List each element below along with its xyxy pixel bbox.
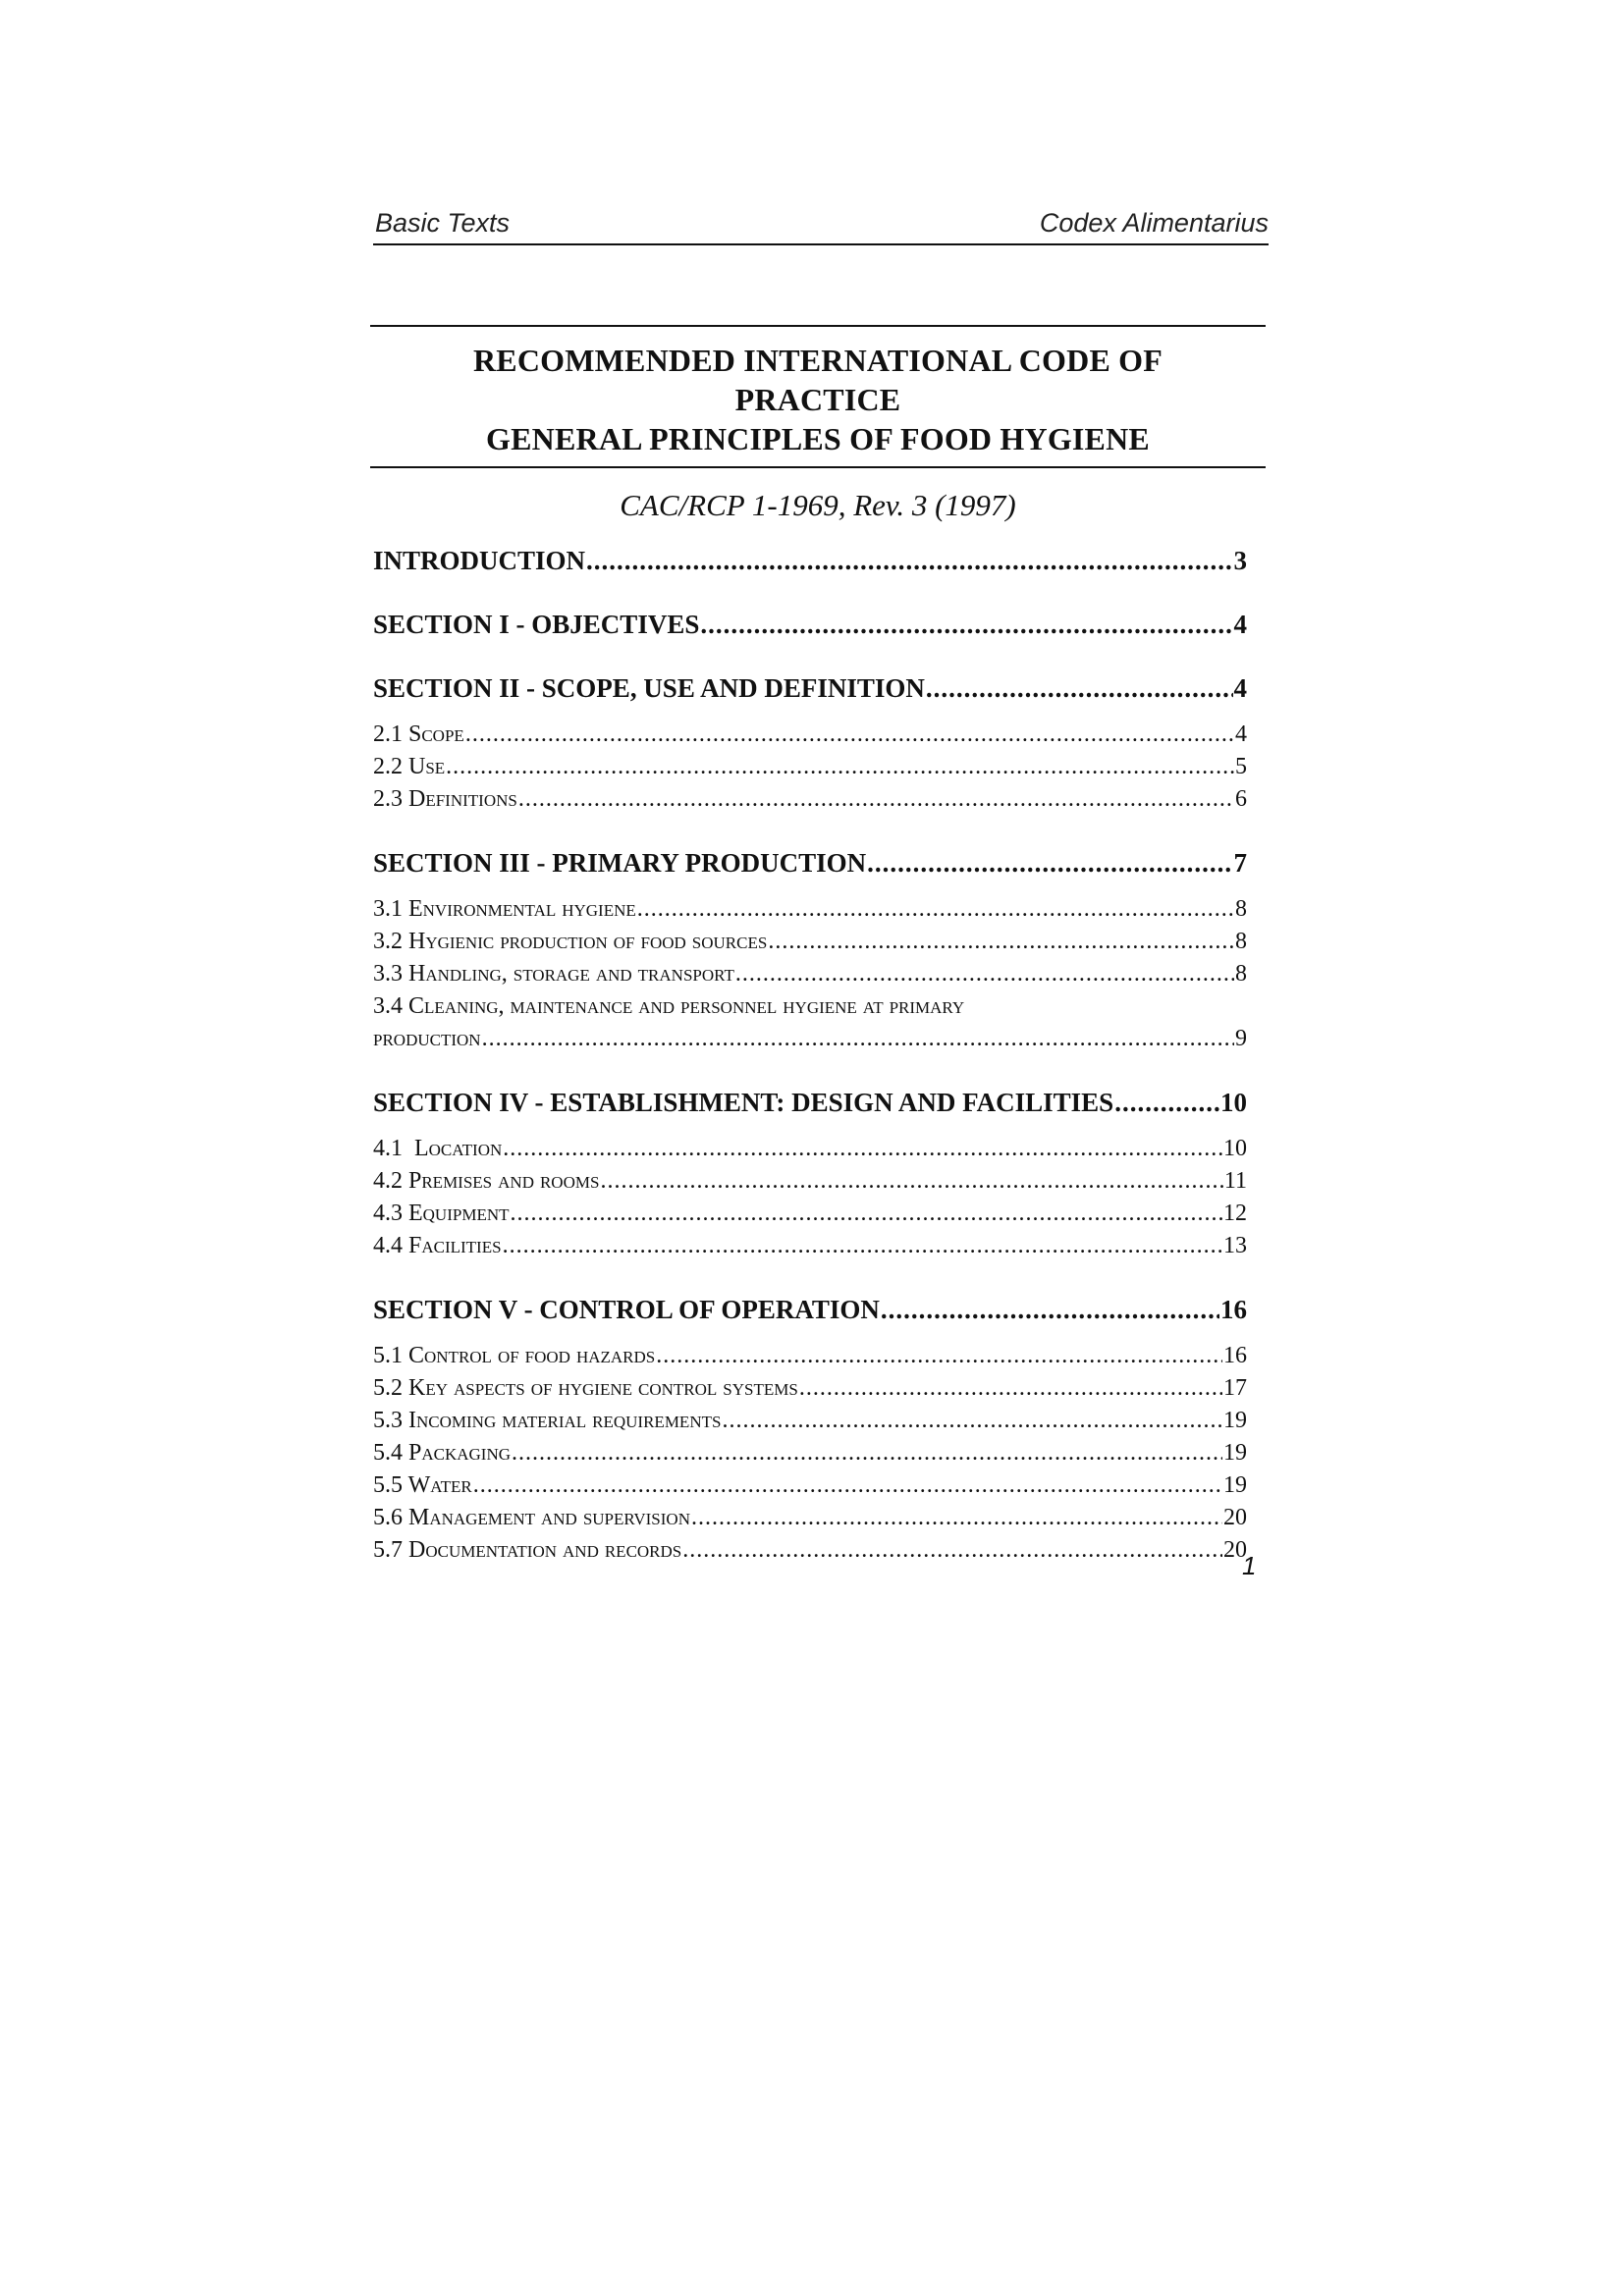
toc-label: SECTION III - PRIMARY PRODUCTION — [373, 848, 867, 878]
toc-item-5-7[interactable] — [373, 1534, 1247, 1567]
toc-item-5-1[interactable] — [373, 1340, 1247, 1372]
toc-label: SECTION I - OBJECTIVES — [373, 610, 700, 639]
toc-page: 4 — [1235, 721, 1247, 747]
toc-label: 3.3 Handling, storage and transport — [373, 961, 734, 987]
dot-leader — [656, 1340, 1222, 1372]
toc-section-1[interactable] — [373, 609, 1247, 641]
document-title — [370, 325, 1266, 468]
table-of-contents — [373, 545, 1247, 1567]
toc-item-4-1[interactable] — [373, 1133, 1247, 1165]
dot-leader — [881, 1294, 1219, 1326]
toc-page: 20 — [1223, 1505, 1247, 1530]
toc-page: 17 — [1223, 1375, 1247, 1401]
page-number: 1 — [1242, 1551, 1257, 1580]
toc-label: 5.6 Management and supervision — [373, 1505, 690, 1530]
toc-label: 5.5 Water — [373, 1472, 472, 1498]
toc-label: 5.3 Incoming material requirements — [373, 1408, 722, 1433]
toc-item-4-3[interactable] — [373, 1198, 1247, 1230]
toc-item-5-3[interactable] — [373, 1405, 1247, 1437]
toc-page: 4 — [1233, 673, 1247, 703]
toc-label: 2.1 Scope — [373, 721, 464, 747]
toc-item-2-2[interactable] — [373, 751, 1247, 783]
toc-page: 16 — [1223, 1343, 1247, 1368]
toc-page: 4 — [1233, 610, 1247, 639]
toc-page: 3 — [1233, 546, 1247, 575]
document-reference: CAC/RCP 1-1969, Rev. 3 (1997) — [620, 488, 1016, 522]
title-line-2: PRACTICE — [734, 382, 901, 417]
toc-label: 3.1 Environmental hygiene — [373, 896, 636, 922]
dot-leader — [446, 751, 1234, 783]
dot-leader — [482, 1023, 1234, 1055]
toc-label: 5.2 Key aspects of hygiene control systems — [373, 1375, 798, 1401]
dot-leader — [722, 1405, 1222, 1437]
dot-leader — [926, 672, 1233, 705]
toc-item-4-2[interactable] — [373, 1165, 1247, 1198]
toc-label: SECTION IV - ESTABLISHMENT: DESIGN AND FACILITIES — [373, 1088, 1114, 1117]
dot-leader — [465, 719, 1234, 751]
toc-label: 5.4 Packaging — [373, 1440, 512, 1466]
dot-leader — [586, 545, 1232, 577]
dot-leader — [735, 958, 1234, 990]
header-left: Basic Texts — [375, 208, 511, 238]
toc-label: 4.1 Location — [373, 1136, 503, 1161]
toc-page: 10 — [1223, 1136, 1247, 1161]
toc-page: 16 — [1220, 1295, 1247, 1324]
toc-label: 4.4 Facilities — [373, 1233, 502, 1258]
title-line-1: RECOMMENDED INTERNATIONAL CODE OF — [472, 343, 1163, 378]
toc-page: 10 — [1220, 1088, 1247, 1117]
toc-item-5-6[interactable] — [373, 1502, 1247, 1534]
toc-label-continued: production — [373, 1026, 481, 1051]
toc-label: 4.3 Equipment — [373, 1201, 510, 1226]
toc-label: 3.2 Hygienic production of food sources — [373, 929, 768, 954]
toc-page: 8 — [1235, 929, 1247, 954]
toc-page: 8 — [1235, 896, 1247, 922]
toc-item-3-3[interactable] — [373, 958, 1247, 990]
dot-leader — [867, 847, 1232, 880]
title-line-3: GENERAL PRINCIPLES OF FOOD HYGIENE — [486, 421, 1150, 456]
dot-leader — [518, 783, 1234, 816]
toc-item-3-4[interactable] — [373, 990, 1247, 1055]
toc-page: 11 — [1223, 1168, 1247, 1194]
toc-section-3[interactable] — [373, 847, 1247, 880]
dot-leader — [511, 1198, 1223, 1230]
dot-leader — [512, 1437, 1222, 1469]
toc-label: 2.2 Use — [373, 754, 446, 779]
dot-leader — [473, 1469, 1222, 1502]
toc-section-4[interactable] — [373, 1087, 1247, 1119]
toc-label: 2.3 Definitions — [373, 786, 517, 812]
toc-page: 12 — [1223, 1201, 1247, 1226]
dot-leader — [700, 609, 1232, 641]
running-header — [373, 202, 1269, 245]
toc-item-4-4[interactable] — [373, 1230, 1247, 1262]
dot-leader — [799, 1372, 1222, 1405]
toc-label: 5.7 Documentation and records — [373, 1537, 682, 1563]
toc-page: 13 — [1223, 1233, 1247, 1258]
toc-section-5[interactable] — [373, 1294, 1247, 1326]
dot-leader — [600, 1165, 1222, 1198]
toc-page: 5 — [1235, 754, 1247, 779]
toc-page: 7 — [1233, 848, 1247, 878]
toc-page: 8 — [1235, 961, 1247, 987]
dot-leader — [503, 1133, 1222, 1165]
toc-label: 4.2 Premises and rooms — [373, 1168, 600, 1194]
dot-leader — [503, 1230, 1222, 1262]
toc-label: 5.1 Control of food hazards — [373, 1343, 656, 1368]
dot-leader — [637, 893, 1234, 926]
toc-page: 19 — [1223, 1408, 1247, 1433]
toc-label: SECTION V - CONTROL OF OPERATION — [373, 1295, 880, 1324]
toc-item-3-2[interactable] — [373, 926, 1247, 958]
toc-page: 6 — [1235, 786, 1247, 812]
header-right: Codex Alimentarius — [1039, 208, 1269, 238]
dot-leader — [691, 1502, 1222, 1534]
dot-leader — [682, 1534, 1222, 1567]
toc-item-5-2[interactable] — [373, 1372, 1247, 1405]
toc-page: 19 — [1223, 1472, 1247, 1498]
toc-page: 19 — [1223, 1440, 1247, 1466]
dot-leader — [768, 926, 1234, 958]
toc-item-2-1[interactable] — [373, 719, 1247, 751]
toc-item-3-1[interactable] — [373, 893, 1247, 926]
toc-section-2[interactable] — [373, 672, 1247, 705]
toc-label: INTRODUCTION — [373, 546, 586, 575]
toc-item-5-5[interactable] — [373, 1469, 1247, 1502]
toc-page: 9 — [1235, 1026, 1247, 1051]
dot-leader — [1114, 1087, 1219, 1119]
toc-label: 3.4 Cleaning, maintenance and personnel hygiene at primary — [373, 993, 965, 1019]
toc-introduction[interactable] — [373, 545, 1247, 577]
toc-label: SECTION II - SCOPE, USE AND DEFINITION — [373, 673, 925, 703]
toc-item-5-4[interactable] — [373, 1437, 1247, 1469]
toc-item-2-3[interactable] — [373, 783, 1247, 816]
toc-page: 20 — [1223, 1537, 1247, 1563]
